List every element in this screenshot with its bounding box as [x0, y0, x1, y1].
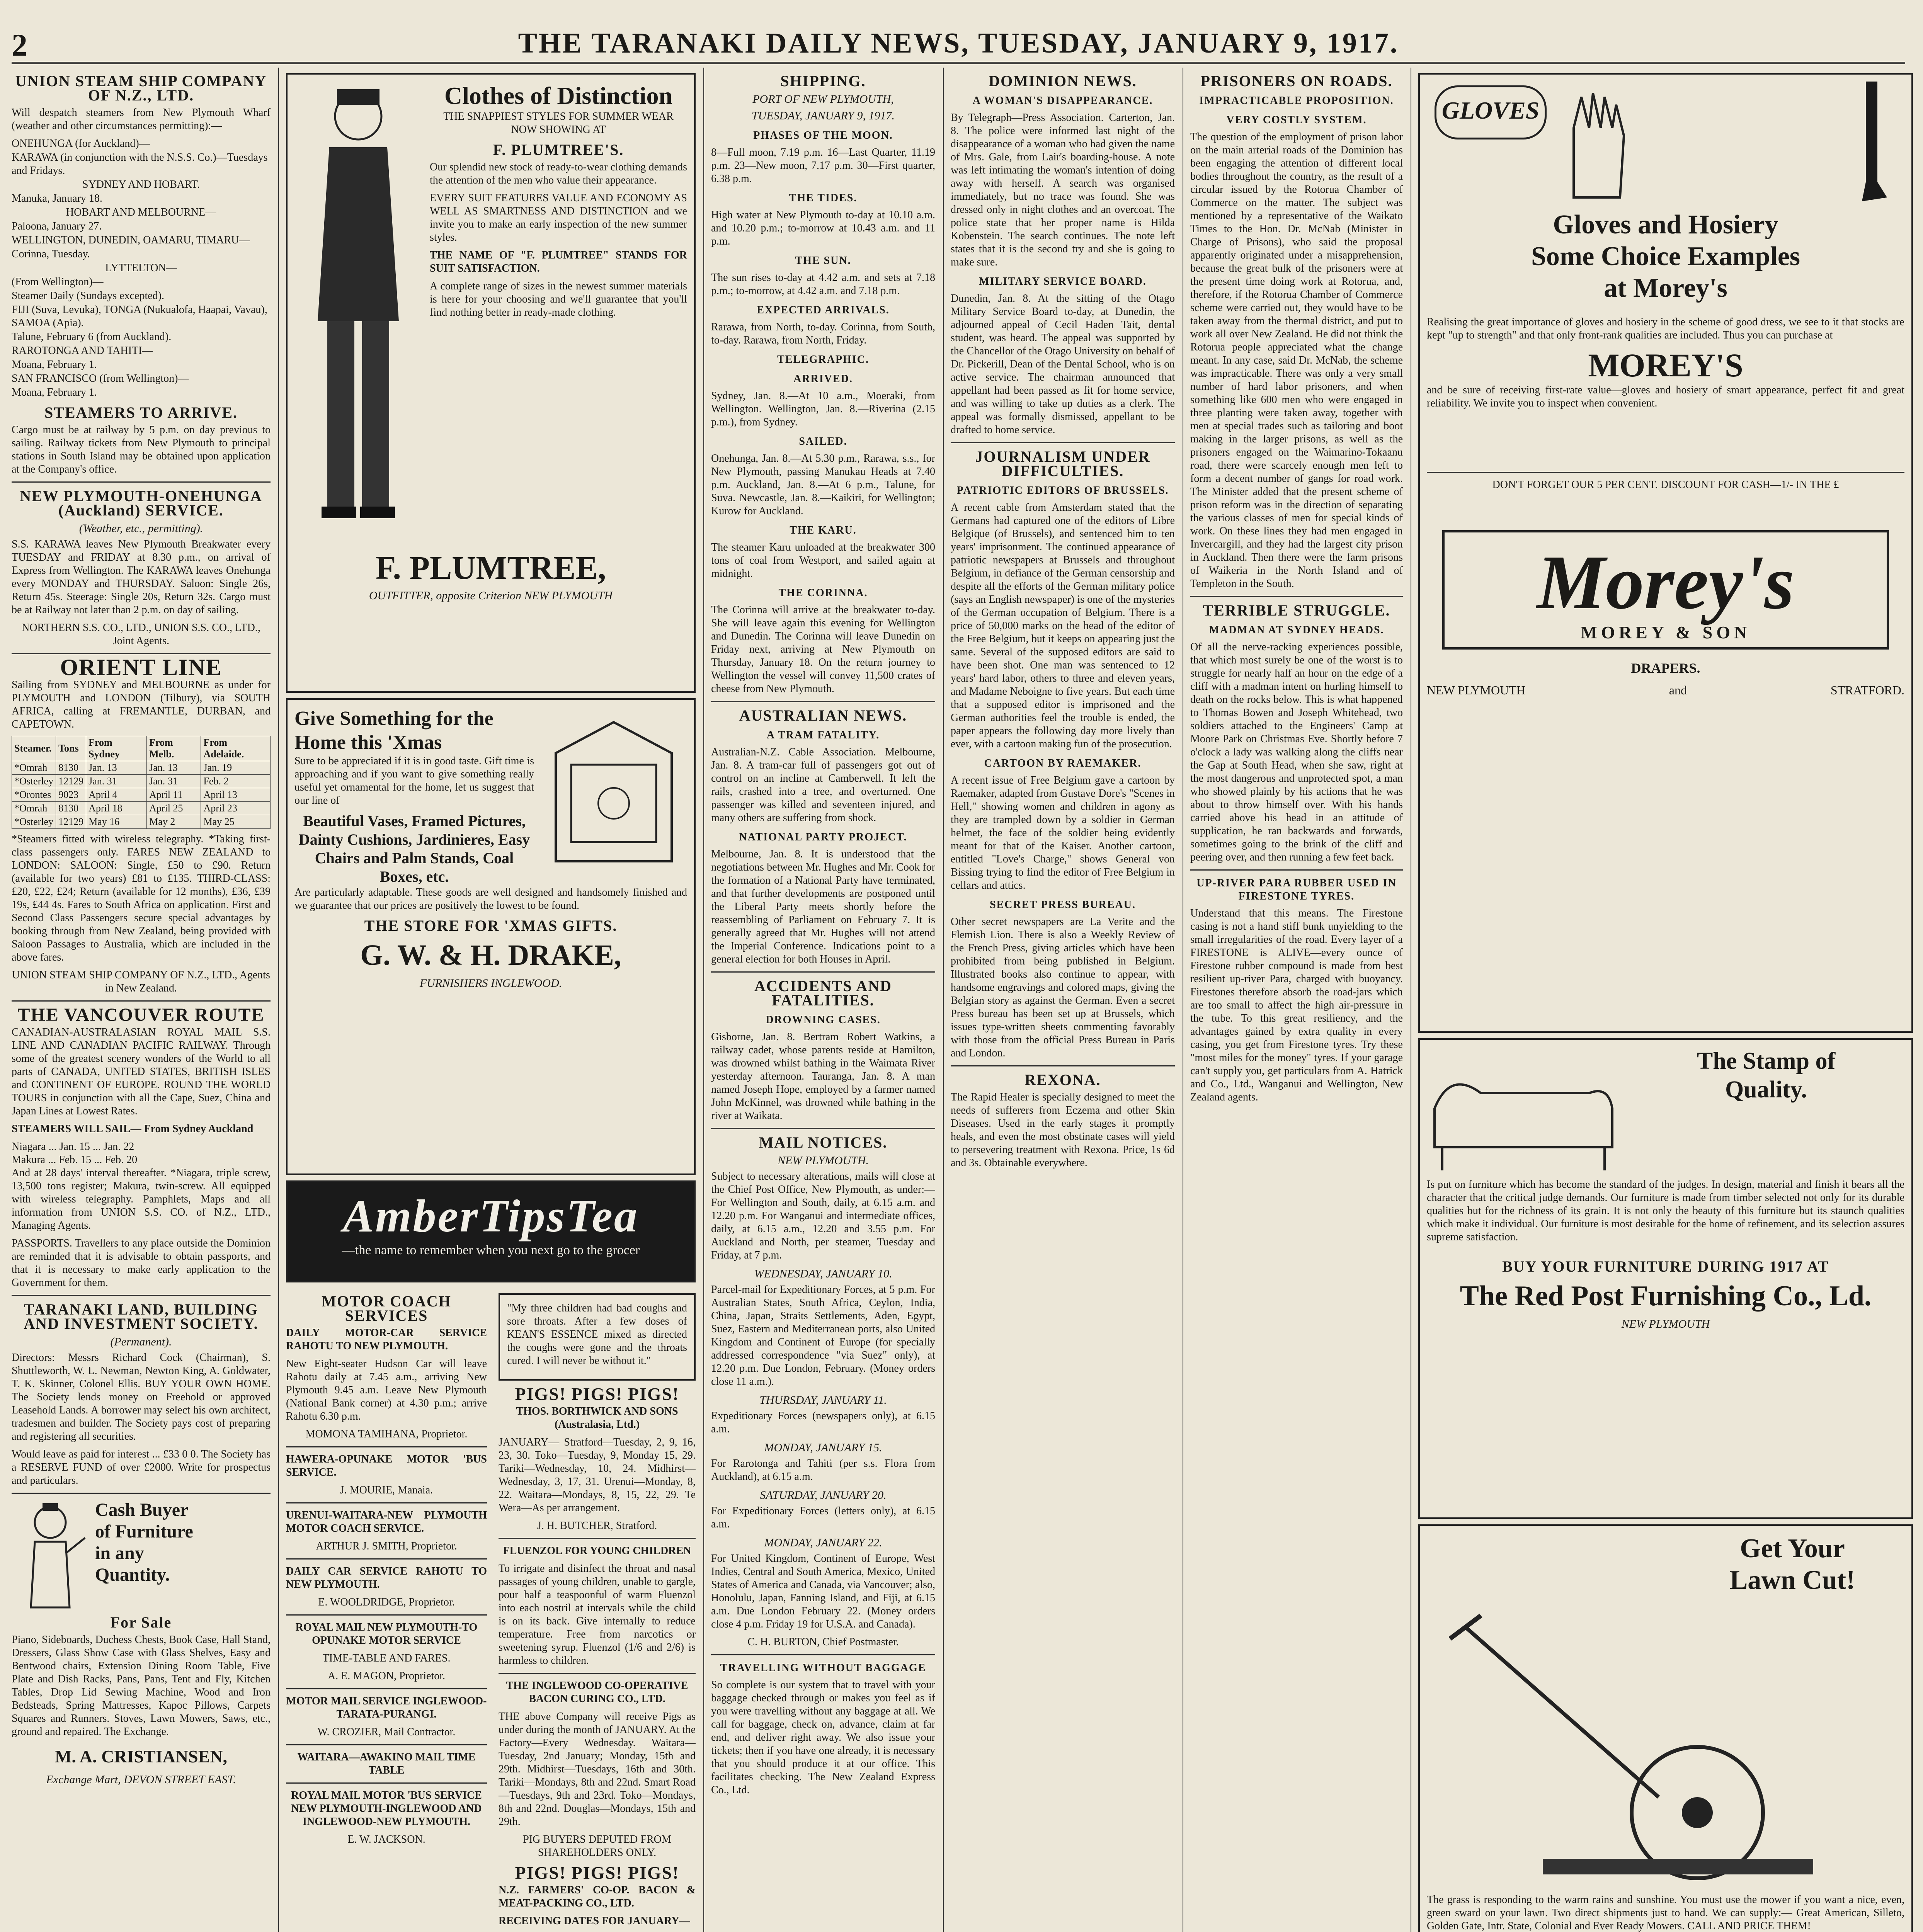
- column-rule: [943, 68, 944, 1932]
- ad-title: REXONA.: [1024, 1071, 1101, 1088]
- ad-headline: Quantity.: [95, 1565, 170, 1585]
- subsection-title: A TRAM FATALITY.: [766, 729, 880, 741]
- ad-text: Are particularly adaptable. These goods are well designed and handsomely finished and we guarantee that our prices are positively the lowest to be found.: [294, 886, 687, 912]
- ad-title: TARANAKI LAND, BUILDING AND INVESTMENT SOCIETY.: [24, 1301, 259, 1332]
- service-owner: MOMONA TAMIHANA, Proprietor.: [305, 1428, 468, 1440]
- divider: [12, 653, 271, 654]
- subsection-title: VERY COSTLY SYSTEM.: [1226, 114, 1367, 126]
- sailing-line: WELLINGTON, DUNEDIN, OAMARU, TIMARU—: [12, 234, 250, 246]
- moon-text: 8—Full moon, 7.19 p.m. 16—Last Quarter, 11.19 p.m. 23—New moon, 7.17 p.m. 30—First quarter, 6.38 p.m.: [711, 146, 935, 185]
- ad-headline: Get Your: [1740, 1534, 1845, 1563]
- sailing-line: SYDNEY AND HOBART.: [82, 179, 200, 190]
- sailing-line: (From Wellington)—: [12, 276, 104, 288]
- table-cell: *Omrah: [12, 761, 56, 775]
- sailing-line: FIJI (Suva, Levuka), TONGA (Nukualofa, Haapai, Vavau), SAMOA (Apia).: [12, 304, 267, 329]
- divider: [286, 1614, 487, 1616]
- table-cell: May 2: [147, 815, 201, 829]
- subsection-title: PHASES OF THE MOON.: [753, 129, 893, 141]
- service-subtitle: TIME-TABLE AND FARES.: [322, 1652, 451, 1664]
- footer-right: STRATFORD.: [1830, 683, 1904, 697]
- sailing-line: KARAWA (in conjunction with the N.S.S. Co.)—Tuesdays and Fridays.: [12, 151, 268, 177]
- table-cell: April 13: [201, 788, 271, 802]
- article-text: Gisborne, Jan. 8. Bertram Robert Watkins, a railway cadet, whose parents reside at Hamilton, was drowned whilst bathing in the Waimata River yesterday afternoon. Tauranga, Jan. 8. A man named Joseph Hope, employed by a farmer named John McKinnel, was drowned while bathing in the river at Waikata.: [711, 1031, 935, 1122]
- ad-text: So complete is our system that to travel with your baggage checked through or makes you feel as if you were travelling without any baggage at all. We call for baggage, check on, advance, claim at far end, and deliver right away. We also issue your tickets; then if you have one already, it is necessary that you should produce it at our office. This facilitates checking. The New Zealand Express Co., Ltd.: [711, 1679, 935, 1796]
- article-text: Parcel-mail for Expeditionary Forces, at 5 p.m. For Australian States, South Africa, Ceylon, India, China, Japan, Straits Settlements, Aden, Egypt, Suez, Eastern and Mediterranean ports, also United Kingdom and Continent of Europe (for specially addressed correspondence "via Suez" only), at 12.20 p.m. Due London, February. (Money orders close 11 a.m.).: [711, 1284, 935, 1388]
- sailing-line: Talune, February 6 (from Auckland).: [12, 331, 172, 343]
- gloves-illustration: [1427, 82, 1904, 209]
- divider: [286, 1502, 487, 1503]
- ad-note: PIG BUYERS DEPUTED FROM SHAREHOLDERS ONLY.: [523, 1833, 671, 1859]
- subsection-title: EXPECTED ARRIVALS.: [757, 304, 890, 316]
- table-cell: Jan. 13: [147, 761, 201, 775]
- column-prisoners: [1190, 68, 1403, 1932]
- table-cell: April 23: [201, 802, 271, 815]
- table-cell: April 18: [86, 802, 147, 815]
- sailing-line: SAN FRANCISCO (from Wellington)—: [12, 372, 189, 384]
- ad-drapers: DRAPERS.: [1631, 660, 1700, 676]
- ad-tagline: THE STORE FOR 'XMAS GIFTS.: [364, 917, 618, 934]
- ad-name: M. A. CRISTIANSEN,: [54, 1747, 228, 1766]
- discount-note: DON'T FORGET OUR 5 PER CENT. DISCOUNT FOR CASH—1/- IN THE £: [1492, 479, 1839, 491]
- date-label: MONDAY, JANUARY 22.: [764, 1536, 882, 1549]
- ad-title: FLUENZOL FOR YOUNG CHILDREN: [503, 1545, 691, 1557]
- drake-ad: [286, 698, 696, 1175]
- subsection-title: A WOMAN'S DISAPPEARANCE.: [972, 95, 1153, 107]
- ad-text: EVERY SUIT FEATURES VALUE AND ECONOMY AS WELL AS SMARTNESS AND DISTINCTION and we invite you to make an early inspection of the new summer styles.: [430, 192, 687, 243]
- ad-text: Understand that this means. The Firestone casing is not a hand stiff bunk unyielding to the small irregularities of the road. Every layer of a FIRESTONE is ALIVE—every ounce of Firestone rubber compound is made from best resilient up-river Para, charged with buoyancy. Firestones therefore absorb the road-jars which are too small to affect the high air-pressure in the tube. To this great resiliency, and the advantages gained by extra quality in every casing, you get from Firestone tyres. Try these "most miles for the money" tyres. If your garage can't supply you, get particulars from A. Hatrick and Co., Ltd., Wanganui and Wellington, New Zealand agents.: [1190, 907, 1403, 1103]
- pigs-label: PIGS!: [628, 1384, 679, 1404]
- sofa-illustration-icon: [1427, 1047, 1620, 1178]
- table-row: [12, 761, 271, 775]
- ad-text: JANUARY— Stratford—Tuesday, 2, 9, 16, 23, 30. Toko—Tuesday, 9, Monday 15, 29. Tariki—Wednesday, 10, 24. Midhirst—Wednesday, 3, 17, 31. Urenui—Monday, 8, 22. Waitara—Mondays, 8, 15, 22, 29. Te Wera—As per arrangement.: [499, 1436, 696, 1514]
- service-text: New Eight-seater Hudson Car will leave Rahotu daily at 7.45 a.m., arriving New Plymouth 9.45 a.m. Leave New Plymouth (National Bank corner) at 4.30 p.m.; arrive Rahotu 6.30 p.m.: [286, 1358, 487, 1422]
- article-text: Of all the nerve-racking experiences possible, that which most surely be one of the worst is to struggle for nearly half an hour on the edge of a cliff with a madman intent on hurling himself to death on the rocks below. This is what happened to Thomas Bowen and Joseph Whitehead, two soldiers attached to the Engineers' Camp at Moore Park on Christmas Eve. Shortly before 7 o'clock a lady was walking along the cliffs near the Gap at South Head, when she saw, right at the most dangerous and unprotected spot, a man who showed plainly by his actions that he was about to throw himself over. With his hands carried above his head in an attitude of supplication, he ran backwards and forwards, sometimes going to the brink of the cliff and peering over, and then running a few feet back.: [1190, 641, 1403, 863]
- ad-footer: FURNISHERS INGLEWOOD.: [419, 977, 562, 990]
- ad-title: UNION STEAM SHIP COMPANY OF N.Z., LTD.: [15, 72, 267, 104]
- ad-text: Our splendid new stock of ready-to-wear clothing demands the attention of the men who value their appearance.: [430, 161, 687, 186]
- divider: [12, 1295, 271, 1296]
- table-cell: May 25: [201, 815, 271, 829]
- pigs-label: PIGS!: [571, 1384, 623, 1404]
- ad-headline: Give Something for the Home this 'Xmas: [294, 707, 494, 753]
- ad-footer: OUTFITTER, opposite Criterion NEW PLYMOUTH: [369, 589, 613, 602]
- date-label: MONDAY, JANUARY 15.: [764, 1441, 882, 1454]
- divider: [12, 1000, 271, 1002]
- corinna-text: The Corinna will arrive at the breakwater to-day. She will leave again this evening for Wellington and Dunedin. The Corinna will leave Dunedin on Friday next, arriving at New Plymouth on Thursday, January 18. On the return journey to Wellington the vessel will convey 11,500 crates of cheese from New Plymouth.: [711, 604, 935, 695]
- ad-text: Directors: Messrs Richard Cock (Chairman), S. Shuttleworth, W. L. Newman, Newton King, A. Goldwater, T. K. Skinner, Colonel Ellis. BUY YOUR OWN HOME. The Society lends money on Freehold or approved Leasehold Lands. A borrower may select his own architect, tradesmen and builder. The Society pays cost of preparing and registering all securities.: [12, 1352, 271, 1442]
- sailing-line: ONEHUNGA (for Auckland)—: [12, 138, 150, 150]
- moreys-logo: [1442, 530, 1889, 650]
- ad-agents: UNION STEAM SHIP COMPANY OF N.Z., LTD., Agents in New Zealand.: [12, 969, 270, 994]
- union-steamship-ad: [12, 74, 271, 476]
- divider: [711, 1654, 935, 1655]
- sailing-line: RAROTONGA AND TAHITI—: [12, 345, 153, 357]
- ad-text: The Rapid Healer is specially designed to meet the needs of sufferers from Eczema and other Skin Diseases. Used in the early stages it promptly heals, and even the most obstinate cases will yield to persevering treatment with Rexona. Price, 1s 6d and 3s. Obtainable everywhere.: [951, 1091, 1175, 1169]
- ad-text: CANADIAN-AUSTRALASIAN ROYAL MAIL S.S. LINE AND CANADIAN PACIFIC RAILWAY. Through some of the greatest scenery wonders of the World to all parts of CANADA, UNITED STATES, BRITISH ISLES and CONTINENT OF EUROPE. ROUND THE WORLD TOURS in conjunction with all the Cape, Suez, China and Japan Lines at Lowest Rates.: [12, 1026, 271, 1117]
- ad-name: The Red Post Furnishing Co., Ld.: [1460, 1280, 1872, 1312]
- service-title: DAILY CAR SERVICE RAHOTU TO NEW PLYMOUTH.: [286, 1565, 487, 1590]
- divider: [286, 1558, 487, 1560]
- sailing-line: Corinna, Tuesday.: [12, 248, 90, 260]
- service-owner: ARTHUR J. SMITH, Proprietor.: [316, 1540, 457, 1552]
- divider: [711, 701, 935, 702]
- subsection-title: ARRIVED.: [793, 373, 853, 385]
- plumtree-ad: [286, 73, 696, 693]
- ad-text: Is put on furniture which has become the standard of the judges. In design, material and finish it bears all the character that the critical judge demands. Our furniture is made from timber selected not only for its durable qualities but for the richness of its grain. It is not only the beauty of this furniture but its staunch qualities which make it individual. Our furniture is most desirable for the home of refinement, and its selection assures supreme satisfaction.: [1427, 1179, 1904, 1243]
- ad-subhead: STEAMERS WILL SAIL— From Sydney Auckland: [12, 1123, 254, 1135]
- table-header: From Melb.: [147, 736, 201, 761]
- table-cell: April 11: [147, 788, 201, 802]
- section-title: DOMINION NEWS.: [989, 72, 1137, 90]
- orient-sailings-table: [12, 736, 271, 829]
- service-title: MOTOR MAIL SERVICE INGLEWOOD-TARATA-PURANGI.: [286, 1695, 487, 1720]
- page-number: 2: [12, 27, 27, 63]
- divider: [286, 1688, 487, 1689]
- column-dominion: [951, 68, 1175, 1932]
- ad-headline: Quality.: [1725, 1077, 1807, 1103]
- column-rule: [703, 68, 704, 1932]
- ad-subtitle: (Weather, etc., permitting).: [79, 522, 203, 535]
- section-title: ACCIDENTS AND FATALITIES.: [754, 977, 892, 1009]
- ad-headline: Cash Buyer: [95, 1500, 189, 1520]
- subsection-title: THE SUN.: [795, 255, 851, 267]
- article-text: Subject to necessary alterations, mails will close at the Chief Post Office, New Plymouth, as under:— For Wellington and South, daily, at 6.15 a.m. and 12.20 p.m. For Wanganui and intermediate offices, daily, at 6.15 a.m., 12.20 and 3.55 p.m. For Auckland and North, per steamer, Tuesday and Friday, at 7 p.m.: [711, 1170, 935, 1261]
- ad-address: Exchange Mart, DEVON STREET EAST.: [46, 1773, 236, 1786]
- ad-name: G. W. & H. DRAKE,: [360, 939, 621, 971]
- subsection-title: MADMAN AT SYDNEY HEADS.: [1209, 624, 1384, 636]
- pigs-banner: [499, 1863, 696, 1883]
- service-owner: W. CROZIER, Mail Contractor.: [317, 1726, 456, 1738]
- section-title: TERRIBLE STRUGGLE.: [1203, 602, 1390, 619]
- motor-coach-services: [286, 1288, 487, 1851]
- table-cell: May 16: [86, 815, 147, 829]
- divider: [1190, 596, 1403, 597]
- subsection-title: SAILED.: [799, 435, 847, 447]
- article-sign: C. H. BURTON, Chief Postmaster.: [747, 1636, 899, 1648]
- column-3-ads: [499, 1288, 696, 1932]
- table-header-row: [12, 736, 271, 761]
- date-label: TUESDAY, JANUARY 9, 1917.: [751, 109, 895, 122]
- table-cell: *Osterley: [12, 815, 56, 829]
- table-cell: 12129: [56, 815, 86, 829]
- ad-headline: Lawn Cut!: [1729, 1565, 1855, 1595]
- ad-text: and be sure of receiving first-rate value—gloves and hosiery of smart appearance, perfect fit and great reliability. We invite you to inspect when convenient.: [1427, 384, 1904, 409]
- ad-notes: *Steamers fitted with wireless telegraphy. *Taking first-class passengers only. FARES NEW ZEALAND to LONDON: SALOON: Single, £50 to £90. Return (available for two years) £81 to £135. THIRD-CLASS: £20, £22, £24; Return (available for 12 months), £36, £39 19s, £44 4s. Fares to South Africa on application. First and Second Class Passengers secure special advantages by booking through from New Zealand, being provided with Saloon Passages to Australia, which are included in the above fares.: [12, 833, 271, 963]
- column-shipping: [711, 68, 935, 1932]
- divider: [951, 442, 1175, 443]
- subsection-title: NATIONAL PARTY PROJECT.: [739, 831, 907, 843]
- table-header: From Sydney: [86, 736, 147, 761]
- ad-extra: And at 28 days' interval thereafter. *Niagara, triple screw, 13,500 tons register; Makura, twin-screw. All equipped with wireless telegraphy. Pamphlets, Maps and all information from UNION S.S. CO. of N.Z., LTD., Managing Agents.: [12, 1167, 271, 1231]
- ad-text: The grass is responding to the warm rains and sunshine. You must use the mower if you want a nice, even, green sward on your lawn. Two direct shipments just to hand. We can supply:— Great American, Silleto, Golden Gate, Intr. State, Colonial and Ever Ready Mowers. CALL AND PRICE THEM!: [1427, 1894, 1904, 1932]
- article-text: For Expeditionary Forces (letters only), at 6.15 a.m.: [711, 1505, 935, 1530]
- pigs-banner: [499, 1384, 696, 1404]
- newspaper-title: THE TARANAKI DAILY NEWS, TUESDAY, JANUARY 9, 1917.: [518, 27, 1399, 59]
- section-title: MOTOR COACH SERVICES: [322, 1293, 451, 1324]
- table-row: [12, 802, 271, 815]
- table-header: Tons: [56, 736, 86, 761]
- sailing-line: Paloona, January 27.: [12, 220, 102, 232]
- divider: [1190, 869, 1403, 871]
- article-text: A recent cable from Amsterdam stated that the Germans had captured one of the editors of Libre Belgique (of Brussels), and sentenced him to ten years' imprisonment. The continued appearance of patriotic newspapers at Brussels and throughout Belgium, in defiance of the German censorship and despite all the efforts of the German military police (says an English newspaper) is one of the mysteries of the German occupation of Belgium. There is a price of 50,000 marks on the head of the editor of the Free Belgium, but it keeps on appearing just the same. Several of the supposed editors are said to have been shot. One man was sentenced to 12 years' hard labor, others to three and eleven years, and Madame Neboigne to five years. But each time that a supposed editor is imprisoned and the German authorities feel the trouble is ended, the paper appears the following day more lively than ever, with a cartoon making fun of the prosecution.: [951, 502, 1175, 750]
- section-title: JOURNALISM UNDER DIFFICULTIES.: [975, 448, 1150, 480]
- table-row: [12, 788, 271, 802]
- article-text: By Telegraph—Press Association. Carterton, Jan. 8. The police were informed last night of the disappearance of a woman who had given the name of Mrs. Gale, from Lair's boarding-house. A note was left intimating the woman's intention of doing away with herself. A search was organised immediately, but no trace was found. She was dressed only in night clothes and an overcoat. The police state that her proper name is Hilda Kobenstein. The search continues. The note left states that it is the second try and she is going to make sure.: [951, 112, 1175, 268]
- service-owner: J. MOURIE, Manaia.: [340, 1484, 433, 1496]
- table-header: From Adelaide.: [201, 736, 271, 761]
- sailing-line: Manuka, January 18.: [12, 192, 102, 204]
- ad-subtitle: (Permanent).: [110, 1335, 172, 1348]
- ad-headline: AmberTipsTea: [343, 1190, 639, 1242]
- place-label: NEW PLYMOUTH.: [777, 1154, 869, 1167]
- date-label: THURSDAY, JANUARY 11.: [759, 1394, 887, 1406]
- store-name: MOREY'S: [1588, 347, 1743, 384]
- glove-icon: [1558, 82, 1635, 201]
- article-text: Expeditionary Forces (newspapers only), at 6.15 a.m.: [711, 1410, 935, 1435]
- subsection-title: THE KARU.: [790, 524, 857, 536]
- sailing-line: Niagara ... Jan. 15 ... Jan. 22: [12, 1141, 134, 1153]
- table-cell: *Omrah: [12, 802, 56, 815]
- pigs-label: PIGS!: [628, 1863, 679, 1883]
- arrivals-text: Rarawa, from North, to-day. Corinna, from South, to-day. Rarawa, from North, Friday.: [711, 321, 935, 346]
- table-cell: Jan. 31: [147, 775, 201, 788]
- article-text: For United Kingdom, Continent of Europe, West Indies, Central and South America, Mexico, United States of America and Canada, via Vancouver; also, Honolulu, Japan, Fanning Island, and Fiji, at 6.15 a.m. Due London February 22. (Money orders close 4 p.m. Friday 19 for U.S.A. and Canada).: [711, 1553, 935, 1630]
- article-text: A recent issue of Free Belgium gave a cartoon by Raemaker, adapted from Gustave Dore's "Scenes in Hell," showing women and children in agony as they are trampled down by a soldier in German helmet, the face of the soldier being evidently meant for that of the Kaiser. Another cartoon, entitled "Love's Charge," shows General von Bissing trying to find the editor of Free Belgium in cellars and attics.: [951, 774, 1175, 891]
- ad-text: THE NAME OF "F. PLUMTREE" STANDS FOR SUIT SATISFACTION.: [430, 249, 687, 274]
- column-rule: [278, 68, 279, 1932]
- service-owner: E. W. JACKSON.: [347, 1833, 425, 1845]
- ad-text: Sailing from SYDNEY and MELBOURNE as under for PLYMOUTH and LONDON (Tilbury), via SOUTH AFRICA, calling at FREMANTLE, DURBAN, and CAPETOWN.: [12, 679, 271, 730]
- column-7-ads: [1418, 68, 1913, 1932]
- sailing-line: Moana, February 1.: [12, 386, 97, 398]
- footer-middle: and: [1669, 683, 1687, 697]
- service-title: ROYAL MAIL NEW PLYMOUTH-TO OPUNAKE MOTOR SERVICE: [295, 1621, 478, 1646]
- orient-line-ad: [12, 655, 271, 995]
- divider: [286, 1782, 487, 1784]
- ad-text: Sure to be appreciated if it is in good taste. Gift time is approaching and if you want to give something really useful yet ornamental for the home, let us suggest that our line of: [294, 755, 534, 806]
- karu-text: The steamer Karu unloaded at the breakwater 300 tons of coal from Westport, and sailed again at midnight.: [711, 541, 935, 580]
- ad-headline: at Morey's: [1604, 273, 1727, 303]
- tides-text: High water at New Plymouth to-day at 10.10 a.m. and 10.20 p.m.; to-morrow at 10.43 a.m. and 11 p.m.: [711, 209, 935, 247]
- date-label: SATURDAY, JANUARY 20.: [760, 1489, 887, 1502]
- article-text: Melbourne, Jan. 8. It is understood that the negotiations between Mr. Hughes and Mr. Cook for the formation of a National Party have terminated, and that further developments are postponed until the Liberal Party meets shortly before the reassembling of Parliament on February 7. It is generally agreed that Mr. Hughes will not attend the Imperial Conference. Indications point to a general election for both Houses in April.: [711, 848, 935, 965]
- divider: [951, 1065, 1175, 1066]
- table-cell: April 25: [147, 802, 201, 815]
- gloves-badge: GLOVES: [1435, 85, 1547, 139]
- service-title: DAILY MOTOR-CAR SERVICE RAHOTU TO NEW PLYMOUTH.: [286, 1327, 487, 1352]
- ad-subtitle: THE SNAPPIEST STYLES FOR SUMMER WEAR NOW SHOWING AT: [443, 111, 674, 136]
- subsection-title: TELEGRAPHIC.: [777, 354, 869, 366]
- masthead: [12, 27, 1905, 64]
- divider: [12, 481, 271, 483]
- service-owner: A. E. MAGON, Proprietor.: [327, 1670, 446, 1682]
- table-cell: Jan. 13: [86, 761, 147, 775]
- divider: [499, 1538, 696, 1539]
- table-cell: 9023: [56, 788, 86, 802]
- auctioneer-illustration-icon: [12, 1499, 89, 1615]
- ad-title: N.Z. FARMERS' CO-OP. BACON & MEAT-PACKING CO., LTD.: [499, 1884, 696, 1909]
- article-text: For Rarotonga and Tahiti (per s.s. Flora from Auckland), at 6.15 a.m.: [711, 1458, 935, 1483]
- article-text: Australian-N.Z. Cable Association. Melbourne, Jan. 8. A tram-car full of passengers got out of control on an incline at Camberwell. It left the rails, crashed into a tree, and overturned. One passenger was killed and seventeen injured, and many others are suffering from shock.: [711, 746, 935, 824]
- ad-title: NEW PLYMOUTH-ONEHUNGA (Auckland) SERVICE.: [20, 487, 262, 519]
- christiansen-ad: [12, 1499, 271, 1787]
- ad-owner: J. H. BUTCHER, Stratford.: [537, 1520, 657, 1532]
- article-text: Other secret newspapers are La Verite and the Flemish Lion. There is also a Weekly Review of the French Press, giving articles which have been prohibited from being published in Belgium. Illustrated books also continue to appear, with handsome engravings and colored maps, giving the Belgian story as against the German. Even a secret Press bureau has been set up at Brussels, which issues type-written sheets commenting favorably with those from the official Press Bureau in Paris and London.: [951, 916, 1175, 1059]
- service-title: ROYAL MAIL MOTOR 'BUS SERVICE NEW PLYMOUTH-INGLEWOOD AND INGLEWOOD-NEW PLYMOUTH.: [291, 1789, 482, 1828]
- port-label: PORT OF NEW PLYMOUTH,: [752, 93, 894, 105]
- ad-title: THOS. BORTHWICK AND SONS (Australasia, Ltd.): [516, 1405, 678, 1430]
- ad-headline: Some Choice Examples: [1531, 242, 1800, 271]
- logo-subtext: MOREY & SON: [1580, 622, 1751, 642]
- sailings-list: [12, 137, 271, 399]
- arrived-text: Sydney, Jan. 8.—At 10 a.m., Moeraki, from Wellington. Wellington, Jan. 8.—Riverina (2.15 p.m.), from Sydney.: [711, 390, 935, 428]
- logo-text: Morey's: [1537, 540, 1795, 625]
- moreys-ad: [1418, 73, 1913, 1033]
- ad-place: NEW PLYMOUTH: [1621, 1318, 1710, 1330]
- divider: [499, 1673, 696, 1674]
- table-cell: *Osterley: [12, 775, 56, 788]
- ad-text: "My three children had bad coughs and sore throats. After a few doses of KEAN'S ESSENCE mixed as directed the coughs were gone and the throats cured. I will never be without it.": [507, 1302, 687, 1367]
- ad-text: S.S. KARAWA leaves New Plymouth Breakwater every TUESDAY and FRIDAY at 8.30 p.m., on arrival of Express from Wellington. The KARAWA leaves Onehunga every MONDAY and THURSDAY. Saloon: Single 26s, Return 45s. Steerage: Single 20s, Return 32s. Cargo must be at Railway not later than 2 p.m. on day of sailing.: [12, 538, 271, 616]
- table-cell: 12129: [56, 775, 86, 788]
- ad-title: THE INGLEWOOD CO-OPERATIVE BACON CURING CO., LTD.: [506, 1680, 688, 1705]
- ad-agents: NORTHERN S.S. CO., LTD., UNION S.S. CO., LTD., Joint Agents.: [22, 622, 260, 647]
- ad-title: TRAVELLING WITHOUT BAGGAGE: [720, 1662, 926, 1674]
- service-owner: E. WOOLDRIDGE, Proprietor.: [318, 1596, 455, 1608]
- onehunga-service-ad: [12, 489, 271, 648]
- divider: [1427, 472, 1904, 473]
- date-label: WEDNESDAY, JANUARY 10.: [754, 1267, 892, 1280]
- divider: [12, 1493, 271, 1494]
- subsection-title: MILITARY SERVICE BOARD.: [979, 276, 1147, 287]
- service-title: WAITARA—AWAKINO MAIL TIME TABLE: [297, 1751, 476, 1776]
- service-title: HAWERA-OPUNAKE MOTOR 'BUS SERVICE.: [286, 1453, 487, 1478]
- pigs-label: PIGS!: [515, 1863, 567, 1883]
- table-cell: Feb. 2: [201, 775, 271, 788]
- ad-items: Beautiful Vases, Framed Pictures, Dainty Cushions, Jardinieres, Easy Chairs and Palm Stands, Coal Boxes, etc.: [298, 812, 530, 885]
- table-cell: 8130: [56, 802, 86, 815]
- ad-headline: Clothes of Distinction: [444, 82, 673, 109]
- ad-headline: The Stamp of: [1697, 1048, 1836, 1074]
- pigs-label: PIGS!: [571, 1863, 623, 1883]
- sailing-line: HOBART AND MELBOURNE—: [66, 206, 216, 218]
- ad-text: Realising the great importance of gloves and hosiery in the scheme of good dress, we see to it that stocks are kept "up to strength" and that only front-rank qualities are included. Thus you can purchase at: [1427, 316, 1904, 341]
- ad-closing: Would leave as paid for interest ... £33 0 0. The Society has a RESERVE FUND of over £2000. Write for prospectus and particulars.: [12, 1448, 271, 1486]
- table-cell: *Orontes: [12, 788, 56, 802]
- arrive-title: STEAMERS TO ARRIVE.: [44, 404, 238, 421]
- passports-notice: PASSPORTS. Travellers to any place outside the Dominion are reminded that it is advisable to obtain passports, and that it is necessary to make early application to the Government for them.: [12, 1237, 271, 1289]
- column-2: [286, 68, 696, 1932]
- keans-essence-ad: [499, 1293, 696, 1381]
- ad-text: To irrigate and disinfect the throat and nasal passages of young children, unable to gargle, pour half a teaspoonful of warm Fluenzol into each nostril at intervals while the child is on its back. Give internally to reduce temperature. Free from narcotics or sweetening syrup. Fluenzol (1/6 and 2/6) is harmless to children.: [499, 1563, 696, 1667]
- ad-title: UP-RIVER PARA RUBBER USED IN FIRESTONE TYRES.: [1196, 877, 1397, 902]
- section-title: PRISONERS ON ROADS.: [1200, 72, 1393, 90]
- ad-subtitle: RECEIVING DATES FOR JANUARY—: [499, 1915, 690, 1927]
- subsection-title: THE CORINNA.: [778, 587, 868, 599]
- taranaki-land-society-ad: [12, 1302, 271, 1487]
- shop-name: F. PLUMTREE'S.: [493, 141, 624, 158]
- table-cell: Jan. 31: [86, 775, 147, 788]
- ad-intro: Will despatch steamers from New Plymouth Wharf (weather and other circumstances permitting):—: [12, 107, 271, 132]
- ad-title: THE VANCOUVER ROUTE: [17, 1005, 265, 1025]
- table-cell: April 4: [86, 788, 147, 802]
- subsection-title: CARTOON BY RAEMAKER.: [984, 757, 1142, 769]
- table-row: [12, 815, 271, 829]
- table-cell: 8130: [56, 761, 86, 775]
- table-header: Steamer.: [12, 736, 56, 761]
- divider: [286, 1446, 487, 1447]
- ad-text: A complete range of sizes in the newest summer materials is here for your choosing and we'll guarantee that you'll find nothing better in ready-made clothing.: [430, 280, 687, 318]
- subsection-title: PATRIOTIC EDITORS OF BRUSSELS.: [956, 485, 1169, 497]
- sailing-line: Steamer Daily (Sundays excepted).: [12, 290, 164, 302]
- stocking-icon: [1850, 82, 1889, 205]
- lawn-mower-icon: [1427, 1596, 1891, 1890]
- ad-headline: Gloves and Hosiery: [1553, 210, 1778, 240]
- sailed-text: Onehunga, Jan. 8.—At 5.30 p.m., Rarawa, s.s., for New Plymouth, passing Manukau Heads at 7.40 p.m. Auckland, Jan. 8.—At 6 p.m., Talune, for Suva. Newcastle, Jan. 8.—Kaikiri, for Wellington; Kurow for Auckland.: [711, 452, 935, 517]
- vancouver-route-ad: [12, 1005, 271, 1289]
- article-text: The question of the employment of prison labor on the main arterial roads of the Dominion has been engaging the attention of different local bodies throughout the country, as the result of a circular issued by the Rotorua Chamber of Commerce on the matter. The subject was mentioned by a representative of the Waikato Times to the Hon. Dr. McNab (Minister in Charge of Prisons), who said the proposal apparently originated under a misapprehension, because the great bulk of the prisoners were at the present time doing work at Rotorua, and, therefore, if the Rotorua Chamber of Commerce scheme were carried out, they would have to be taken away from the thermal district, and put to work all over New Zealand. He did not think the Rotorua people appreciated what the change meant. In any case, said Dr. McNab, the scheme was impracticable. There was only a very small number of hard labor prisoners, and when something like 600 men who were engaged in three planting were taken away, together with men at special trades such as tailoring and boot making in the larger prisons, as well as the prisoners engaged on the Waimarino-Tokaanu road, there were scarcely enough men left to form a decent number of gangs for road work. The Minister added that the present scheme of prison reform was in the direction of separating the various classes of men for special kinds of work. On these lines they had men engaged in Invercargill, and they had the largest city prison in Auckland. Then there were the farm prisons of Waikeria in the North Island and of Templeton in the South.: [1190, 131, 1403, 590]
- service-title: URENUI-WAITARA-NEW PLYMOUTH MOTOR COACH SERVICE.: [286, 1509, 487, 1534]
- article-text: Dunedin, Jan. 8. At the sitting of the Otago Military Service Board to-day, at Dunedin, the adjourned appeal of Cecil Haden Tait, dental student, was heard. The appeal was supported by the Chancellor of the Otago University on behalf of Dr. Pickerill, Dean of the Dental School, who is on active service. The chairman announced that appellant had been passed as fit for home service, and was willing to take up duties as a clerk. The appeal was formally dismissed, appellant to be drafted to home service.: [951, 293, 1175, 436]
- bellringer-ad: [1418, 1524, 1913, 1932]
- cabinet-illustration-icon: [540, 707, 687, 873]
- amber-tips-tea-ad: [286, 1180, 696, 1282]
- footer-left: NEW PLYMOUTH: [1427, 683, 1525, 697]
- ad-name: F. PLUMTREE,: [375, 549, 606, 586]
- red-post-furnishing-ad: [1418, 1038, 1913, 1519]
- ad-title: ORIENT LINE: [60, 655, 222, 680]
- arrive-text: Cargo must be at railway by 5 p.m. on day previous to sailing. Railway tickets from New Plymouth to principal stations in South Island may be obtained upon application at the Company's office.: [12, 424, 271, 475]
- ad-headline: of Furniture: [95, 1521, 193, 1542]
- divider: [286, 1744, 487, 1745]
- ad-headline-block: [1680, 1533, 1904, 1596]
- subsection-title: DROWNING CASES.: [766, 1014, 881, 1026]
- section-title: AUSTRALIAN NEWS.: [739, 707, 907, 724]
- ad-tagline: —the name to remember when you next go to the grocer: [342, 1243, 640, 1257]
- sailing-line: Makura ... Feb. 15 ... Feb. 20: [12, 1154, 138, 1166]
- ad-text: THE above Company will receive Pigs as under during the month of JANUARY. At the Factory—Every Wednesday. Waitara—Tuesday, 2nd January; Monday, 15th and 29th. Midhirst—Tuesdays, 16th and 30th. Tariki—Mondays, 8th and 22nd. Smart Road—Tuesdays, 9th and 23rd. Toko—Mondays, 8th and 22nd. Douglas—Mondays, 15th and 29th.: [499, 1711, 696, 1828]
- subsection-title: SECRET PRESS BUREAU.: [990, 899, 1136, 911]
- ad-tagline: BUY YOUR FURNITURE DURING 1917 AT: [1502, 1258, 1829, 1275]
- sailing-line: Moana, February 1.: [12, 359, 97, 371]
- ad-subhead: For Sale: [110, 1614, 172, 1631]
- column-1: [12, 68, 271, 1932]
- table-cell: Jan. 19: [201, 761, 271, 775]
- divider: [711, 1128, 935, 1129]
- sun-text: The sun rises to-day at 4.42 a.m. and sets at 7.18 p.m.; to-morrow, at 4.42 a.m. and 7.18 p.m.: [711, 272, 935, 297]
- ad-headline: in any: [95, 1543, 144, 1563]
- ad-text: Piano, Sideboards, Duchess Chests, Book Case, Hall Stand, Dressers, Glass Show Case with Glass Shelves, Easy and Bentwood chairs, Extension Dining Room Table, Five Plate and Dish Racks, Pans, Pans, Tent and Fly, Kitchen Tables, Drop Lid Sewing Machine, Wood and Iron Bedsteads, Spring Mattresses, Kapoc Pillows, Carpets Squares and Runners. Stoves, Lawn Mowers, Saws, etc., ground and repaired. The Exchange.: [12, 1634, 271, 1738]
- subsection-title: IMPRACTICABLE PROPOSITION.: [1199, 95, 1394, 107]
- ad-footer: [1427, 683, 1904, 697]
- divider: [711, 971, 935, 973]
- table-row: [12, 775, 271, 788]
- section-title: SHIPPING.: [780, 72, 866, 90]
- sailing-line: LYTTELTON—: [105, 262, 177, 274]
- subsection-title: THE TIDES.: [789, 192, 858, 204]
- gentleman-figure-icon: [294, 82, 422, 526]
- pigs-label: PIGS!: [515, 1384, 567, 1404]
- section-title: MAIL NOTICES.: [759, 1134, 888, 1151]
